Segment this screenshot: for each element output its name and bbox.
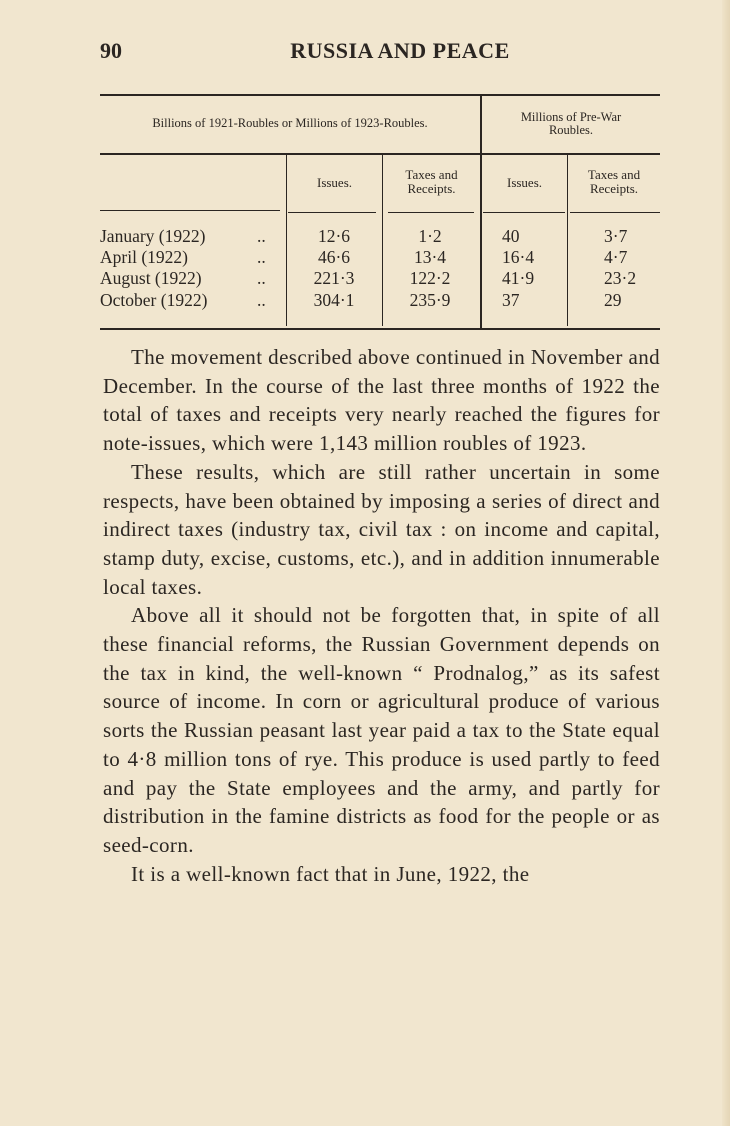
table-row	[100, 247, 660, 269]
page-number: 90	[100, 38, 122, 63]
cell-taxes-prewar: 4·7	[604, 247, 628, 267]
running-title: RUSSIA AND PEACE	[290, 38, 510, 63]
cell-issues: 46·6	[317, 247, 351, 267]
body-text	[103, 343, 660, 888]
cell-issues-prewar: 37	[502, 290, 520, 310]
cell-issues-prewar: 40	[502, 226, 520, 246]
subheader-rule-label	[100, 210, 280, 211]
row-leader: ..	[257, 290, 266, 310]
group-header-right-line2: Roubles.	[548, 123, 594, 137]
row-label: October (1922)	[100, 290, 208, 310]
row-label: August (1922)	[100, 268, 202, 288]
subheader-rule-issues-b	[483, 212, 565, 213]
subheader-rule-taxes	[388, 212, 474, 213]
financial-table	[100, 94, 660, 330]
cell-taxes: 235·9	[409, 290, 451, 310]
cell-taxes: 122·2	[409, 268, 451, 288]
row-leader: ..	[257, 268, 266, 288]
cell-taxes: 13·4	[413, 247, 447, 267]
table-row	[100, 268, 660, 290]
cell-taxes: 1·2	[418, 226, 442, 246]
row-label: April (1922)	[100, 247, 188, 267]
table-row	[100, 290, 660, 312]
cell-taxes-prewar: 23·2	[604, 268, 637, 288]
cell-issues: 304·1	[313, 290, 355, 310]
col-header-taxes-line1: Taxes and	[405, 167, 458, 182]
cell-issues-prewar: 41·9	[502, 268, 535, 288]
subheader-rule-taxes-b	[570, 212, 660, 213]
paragraph: Above all it should not be forgotten that, in spite of all these financial reforms, the Russian Government depends on the tax in kind, the well-known “ Prodnalog,” as its safest source of income. In corn or agricultural produce of various sorts the Russian peasant last year paid a tax to the State equal to 4·8 million tons of rye. This produce is used partly to feed and pay the State employees and the army, and partly for distribution in the famine districts as food for the people or as seed-corn.	[103, 603, 660, 857]
cell-taxes-prewar: 29	[604, 290, 622, 310]
group-header-left: Billions of 1921-Roubles or Millions of 1923-Roubles.	[152, 116, 428, 130]
col-header-taxes-prewar-line1: Taxes and	[587, 167, 641, 182]
page-edge	[722, 0, 730, 1126]
table-top-rule	[100, 94, 660, 96]
row-leader: ..	[257, 226, 266, 246]
cell-issues-prewar: 16·4	[502, 247, 535, 267]
row-label: January (1922)	[100, 226, 206, 246]
cell-taxes-prewar: 3·7	[604, 226, 628, 246]
page-header	[100, 38, 660, 68]
paragraph: It is a well-known fact that in June, 1922, the	[131, 861, 530, 886]
table-bottom-rule	[100, 328, 660, 330]
col-header-taxes-prewar-line2: Receipts.	[589, 181, 638, 196]
row-leader: ..	[257, 247, 266, 267]
table-row	[100, 226, 660, 248]
cell-issues: 221·3	[313, 268, 355, 288]
col-header-issues-prewar: Issues.	[506, 175, 543, 190]
subheader-rule-issues	[288, 212, 376, 213]
group-header-right-line1: Millions of Pre-War	[520, 110, 622, 124]
col-header-taxes-line2: Receipts.	[407, 181, 456, 196]
col-header-issues: Issues.	[316, 175, 353, 190]
paragraph: The movement described above continued in November and December. In the course of the last three months of 1922 the total of taxes and receipts very nearly reached the figures for note-issues, which were 1,143 million roubles of 1923.	[103, 345, 660, 456]
paragraph: These results, which are still rather uncertain in some respects, have been obtained by imposing a series of direct and indirect taxes (industry tax, civil tax : on income and capital, stamp duty, excise, customs, etc.), and in addition innumerable local taxes.	[103, 459, 660, 599]
group-header-rule	[100, 153, 660, 155]
cell-issues: 12·6	[317, 226, 351, 246]
